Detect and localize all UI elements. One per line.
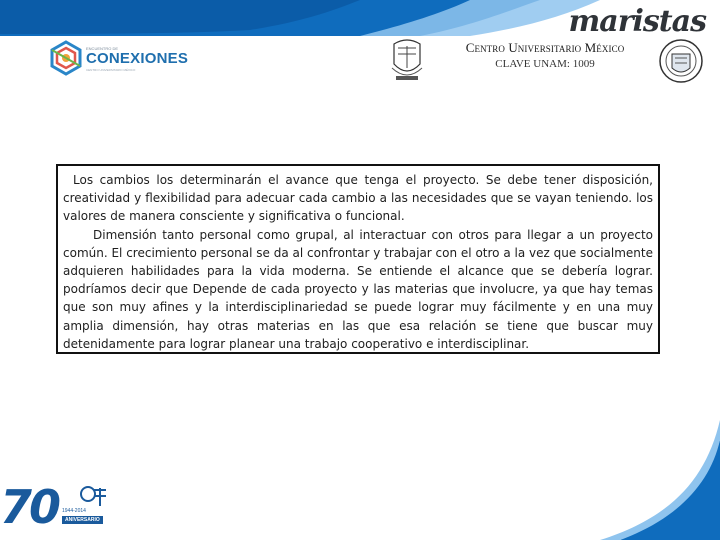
conexiones-logo [48, 38, 198, 78]
anniversary-years: 1944-2014 [62, 508, 86, 514]
conexiones-bottom-text: CENTRO UNIVERSITARIO MÉXICO [86, 68, 136, 72]
content-textbox [56, 164, 660, 354]
maristas-crest-icon [386, 38, 428, 82]
unam-seal-icon [658, 38, 704, 84]
institution-clave: CLAVE UNAM: 1009 [495, 58, 595, 70]
anniversary-number: 70 [0, 480, 59, 534]
conexiones-word: CONEXIONES [86, 50, 189, 67]
institution-name: Centro Universitario México [465, 40, 625, 55]
brand-wordmark: maristas [568, 4, 706, 39]
paragraph-2: Dimensión tanto personal como grupal, al interactuar con otros para llegar a un proyecto común. El crecimiento personal se da al confrontar y trabajar con el otro a la vez que socialmente adquieren habilidades para la vida moderna. Se entiende el alcance que se debería lograr. podríamos decir que Depende de cada proyecto y las materias que involucre, ya que hay temas que son muy afines y la interdisciplinariedad se puede lograr muy fácilmente y en una muy amplia dimensión, hay otras materias en las que esa relación se tiene que buscar muy detenidamente para lograr planear una trabajo cooperativo e interdisciplinar. [63, 227, 653, 351]
conexiones-hexagon-icon [48, 40, 84, 76]
paragraph-1: Los cambios los determinarán el avance que tenga el proyecto. Se debe tener disposición, creatividad y flexibilidad para adecuar cada cambio a las necesidades que se vayan teniendo. los valores de manera consciente y significativa o funcional. [63, 173, 653, 224]
corner-stripes-graphic [580, 400, 720, 540]
anniversary-logo [0, 482, 130, 538]
cum-mark-icon [78, 484, 108, 510]
conexiones-top-text: ENCUENTRO DE [86, 46, 119, 51]
anniversary-label: ANIVERSARIO [62, 516, 103, 524]
